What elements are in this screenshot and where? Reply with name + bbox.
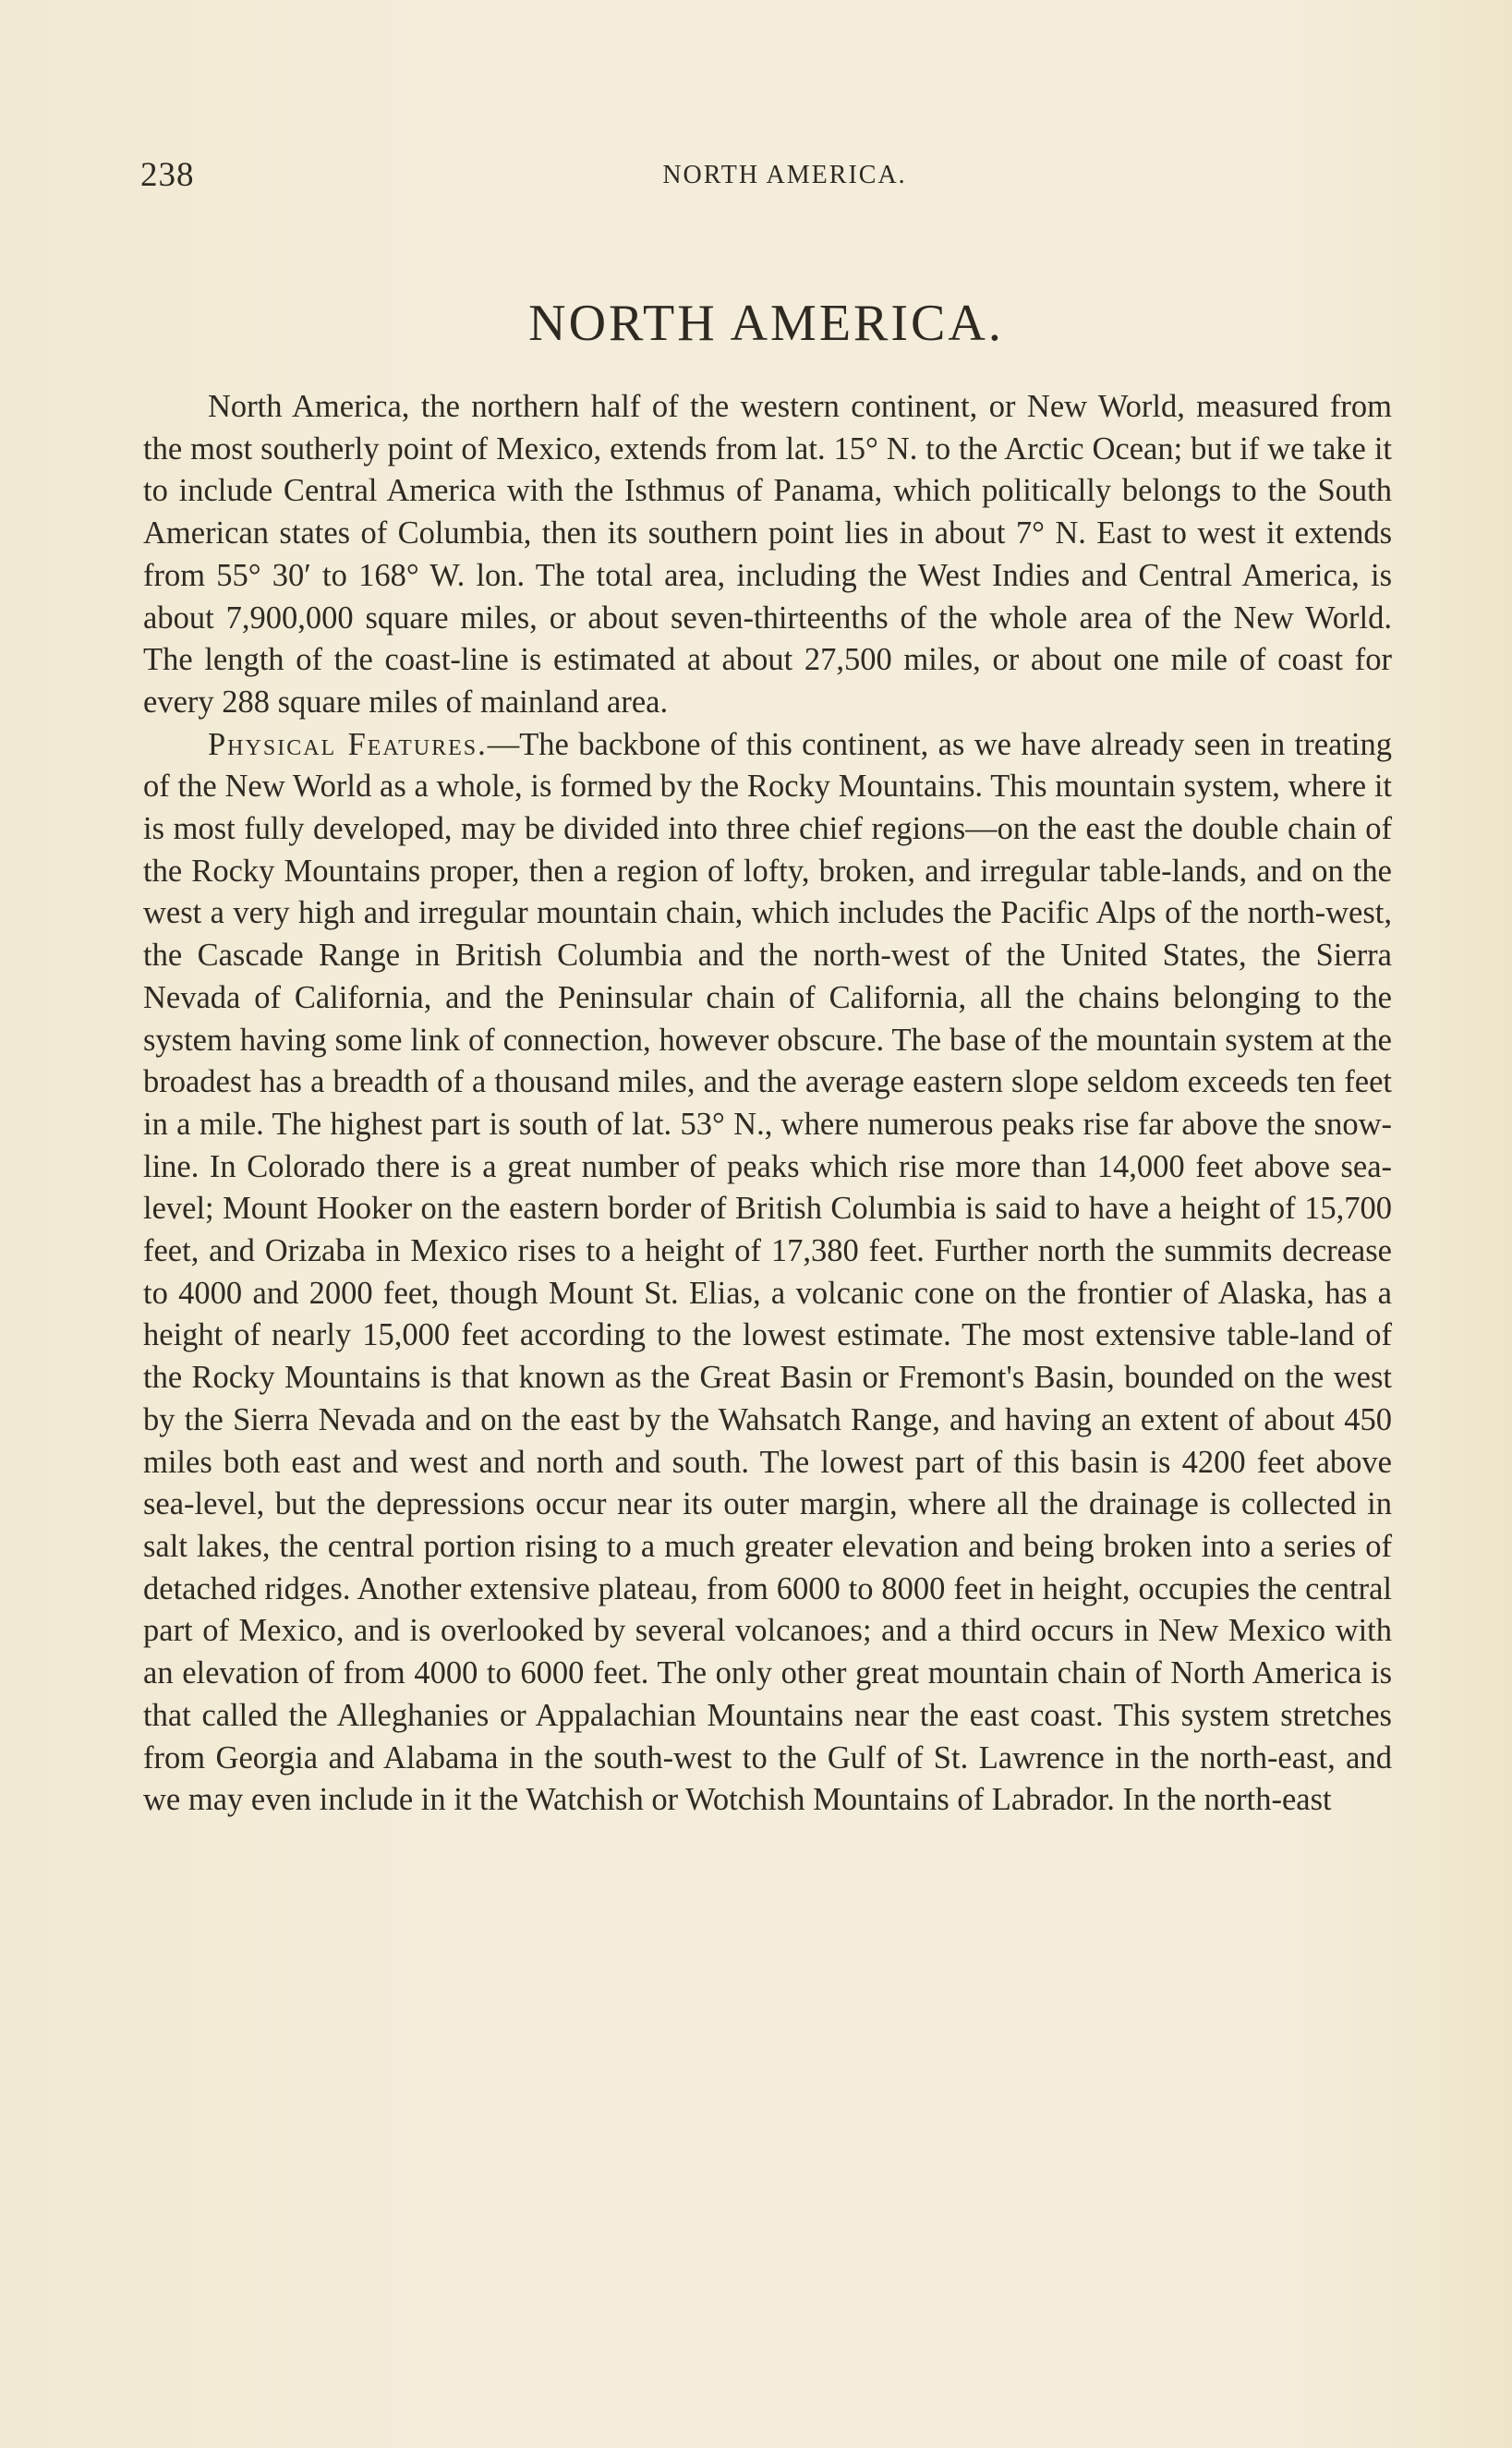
section-heading-physical-features: Physical Features. bbox=[208, 726, 488, 762]
page-number: 238 bbox=[140, 156, 195, 194]
paragraph-physical-features bbox=[143, 724, 1392, 1822]
paragraph-physical-features-text: —The backbone of this continent, as we have already seen in treating of the New World as a whole, is formed by the Rocky Mountains. This mountain system, where it is most fully developed, may be divided into three chief regions—on the east the double chain of the Rocky Mountains proper, then a region of lofty, broken, and irregular table-lands, and on the west a very high and irregular mountain chain, which includes the Pacific Alps of the north-west, the Cascade Range in British Columbia and the north-west of the United States, the Sierra Nevada of California, and the Peninsular chain of California, all the chains belonging to the system having some link of connection, however obscure. The base of the mountain system at the broadest has a breadth of a thousand miles, and the average eastern slope seldom exceeds ten feet in a mile. The highest part is south of lat. 53° N., where numerous peaks rise far above the snow-line. In Colorado there is a great number of peaks which rise more than 14,000 feet above sea-level; Mount Hooker on the eastern border of British Columbia is said to have a height of 15,700 feet, and Orizaba in Mexico rises to a height of 17,380 feet. Further north the summits decrease to 4000 and 2000 feet, though Mount St. Elias, a volcanic cone on the frontier of Alaska, has a height of nearly 15,000 feet according to the lowest estimate. The most extensive table-land of the Rocky Mountains is that known as the Great Basin or Fremont's Basin, bounded on the west by the Sierra Nevada and on the east by the Wahsatch Range, and having an extent of about 450 miles both east and west and north and south. The lowest part of this basin is 4200 feet above sea-level, but the depressions occur near its outer margin, where all the drainage is collected in salt lakes, the central portion rising to a much greater elevation and being broken into a series of detached ridges. Another extensive plateau, from 6000 to 8000 feet in height, occupies the central part of Mexico, and is overlooked by several volcanoes; and a third occurs in New Mexico with an elevation of from 4000 to 6000 feet. The only other great mountain chain of North America is that called the Alleghanies or Appalachian Mountains near the east coast. This system stretches from Georgia and Alabama in the south-west to the Gulf of St. Lawrence in the north-east, and we may even include in it the Watchish or Wotchish Mountains of Labrador. In the north-east bbox=[143, 726, 1393, 1818]
running-title: NORTH AMERICA. bbox=[662, 161, 907, 189]
paragraph-intro: North America, the northern half of the western continent, or New World, measured from the most southerly point of Mexico, extends from lat. 15° N. to the Arctic Ocean; but if we take it to include Central America with the Isthmus of Panama, which politically belongs to the South American states of Columbia, then its southern point lies in about 7° N. East to west it extends from 55° 30′ to 168° W. lon. The total area, including the West Indies and Central America, is about 7,900,000 square miles, or about seven-thirteenths of the whole area of the New World. The length of the coast-line is estimated at about 27,500 miles, or about one mile of coast for every 288 square miles of mainland area. bbox=[143, 389, 1392, 720]
body-text bbox=[143, 386, 1392, 1822]
chapter-title: NORTH AMERICA. bbox=[528, 295, 1004, 352]
running-head bbox=[140, 155, 1392, 192]
